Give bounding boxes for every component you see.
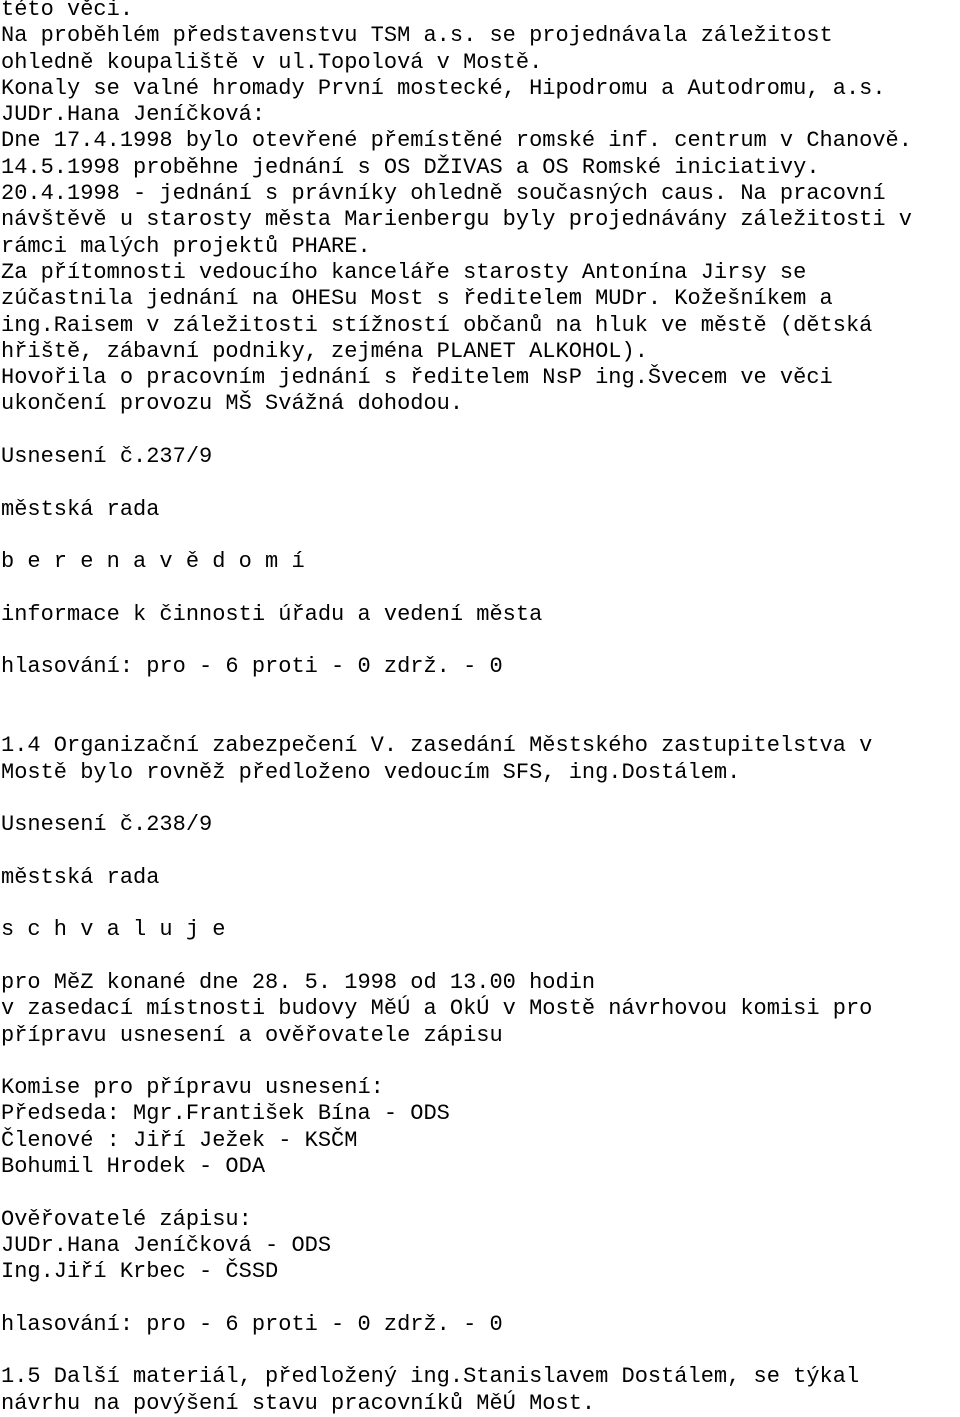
spacer (1, 628, 959, 654)
resolution-verb: s c h v a l u j e (1, 917, 226, 943)
resolution-text: v zasedací místnosti budovy MěÚ a OkÚ v Mostě návrhovou komisi pro (1, 996, 873, 1022)
verifiers-heading: Ověřovatelé zápisu: (1, 1206, 252, 1232)
text-line: Konaly se valné hromady První mostecké, Hipodromu a Autodromu, a.s. (1, 75, 886, 101)
resolution-body: městská rada (1, 864, 160, 890)
text-line: návštěvě u starosty města Marienbergu byly projednávány záležitosti v (1, 207, 912, 233)
text-line: Hovořila o pracovním jednání s ředitelem NsP ing.Švecem ve věci (1, 365, 833, 391)
commission-chair: Předseda: Mgr.František Bína - ODS (1, 1101, 450, 1127)
text-line: Za přítomnosti vedoucího kanceláře starosty Antonína Jirsy se (1, 259, 807, 285)
text-line: Mostě bylo rovněž předloženo vedoucím SFS, ing.Dostálem. (1, 759, 741, 785)
text-line: Na proběhlém představenstvu TSM a.s. se projednávala záležitost (1, 23, 833, 49)
text-line: 1.5 Další materiál, předložený ing.Stanislavem Dostálem, se týkal (1, 1364, 860, 1390)
vote-result: hlasování: pro - 6 proti - 0 zdrž. - 0 (1, 1311, 503, 1337)
text-line: této věci. (1, 0, 134, 22)
spacer (1, 891, 959, 917)
resolution-verb: b e r e n a v ě d o m í (1, 549, 305, 575)
document-page (1, 0, 959, 1417)
spacer (1, 470, 959, 496)
spacer (1, 839, 959, 865)
text-line: ing.Raisem v záležitosti stížností občanů na hluk ve městě (dětská (1, 312, 873, 338)
spacer (1, 1049, 959, 1075)
verifier: Ing.Jiří Krbec - ČSSD (1, 1259, 279, 1285)
spacer (1, 944, 959, 970)
intro-block (1, 0, 959, 418)
resolution-text: pro MěZ konané dne 28. 5. 1998 od 13.00 hodin (1, 969, 596, 995)
text-line: 14.5.1998 proběhne jednání s OS DŽIVAS a OS Romské iniciativy. (1, 154, 820, 180)
resolution-number: Usnesení č.237/9 (1, 444, 213, 470)
spacer (1, 1286, 959, 1312)
spacer (1, 786, 959, 812)
verifier: JUDr.Hana Jeníčková - ODS (1, 1232, 332, 1258)
resolution-number: Usnesení č.238/9 (1, 812, 213, 838)
spacer (1, 1338, 959, 1364)
text-line: zúčastnila jednání na OHESu Most s ředitelem MUDr. Kožešníkem a (1, 286, 833, 312)
spacer (1, 523, 959, 549)
resolution-237 (1, 444, 959, 681)
text-line: hřiště, zábavní podniky, zejména PLANET ALKOHOL). (1, 338, 648, 364)
text-line: ohledně koupaliště v ul.Topolová v Mostě. (1, 49, 543, 75)
spacer (1, 1180, 959, 1206)
section-1-4 (1, 733, 959, 786)
resolution-text: informace k činnosti úřadu a vedení města (1, 601, 543, 627)
section-1-5 (1, 1364, 959, 1417)
text-line: rámci malých projektů PHARE. (1, 233, 371, 259)
commission-member: Členové : Jiří Ježek - KSČM (1, 1127, 358, 1153)
spacer (1, 681, 959, 707)
vote-result: hlasování: pro - 6 proti - 0 zdrž. - 0 (1, 654, 503, 680)
spacer (1, 418, 959, 444)
text-line: 20.4.1998 - jednání s právníky ohledně současných caus. Na pracovní (1, 181, 886, 207)
commission-member: Bohumil Hrodek - ODA (1, 1154, 266, 1180)
text-line: JUDr.Hana Jeníčková: (1, 102, 266, 128)
resolution-body: městská rada (1, 496, 160, 522)
text-line: návrhu na povýšení stavu pracovníků MěÚ Most. (1, 1390, 596, 1416)
text-line: Dne 17.4.1998 bylo otevřené přemístěné romské inf. centrum v Chanově. (1, 128, 912, 154)
spacer (1, 576, 959, 602)
text-line: 1.4 Organizační zabezpečení V. zasedání Městského zastupitelstva v (1, 733, 873, 759)
resolution-text: přípravu usnesení a ověřovatele zápisu (1, 1022, 503, 1048)
text-line: ukončení provozu MŠ Svážná dohodou. (1, 391, 464, 417)
spacer (1, 707, 959, 733)
commission-heading: Komise pro přípravu usnesení: (1, 1075, 384, 1101)
resolution-238 (1, 812, 959, 1338)
